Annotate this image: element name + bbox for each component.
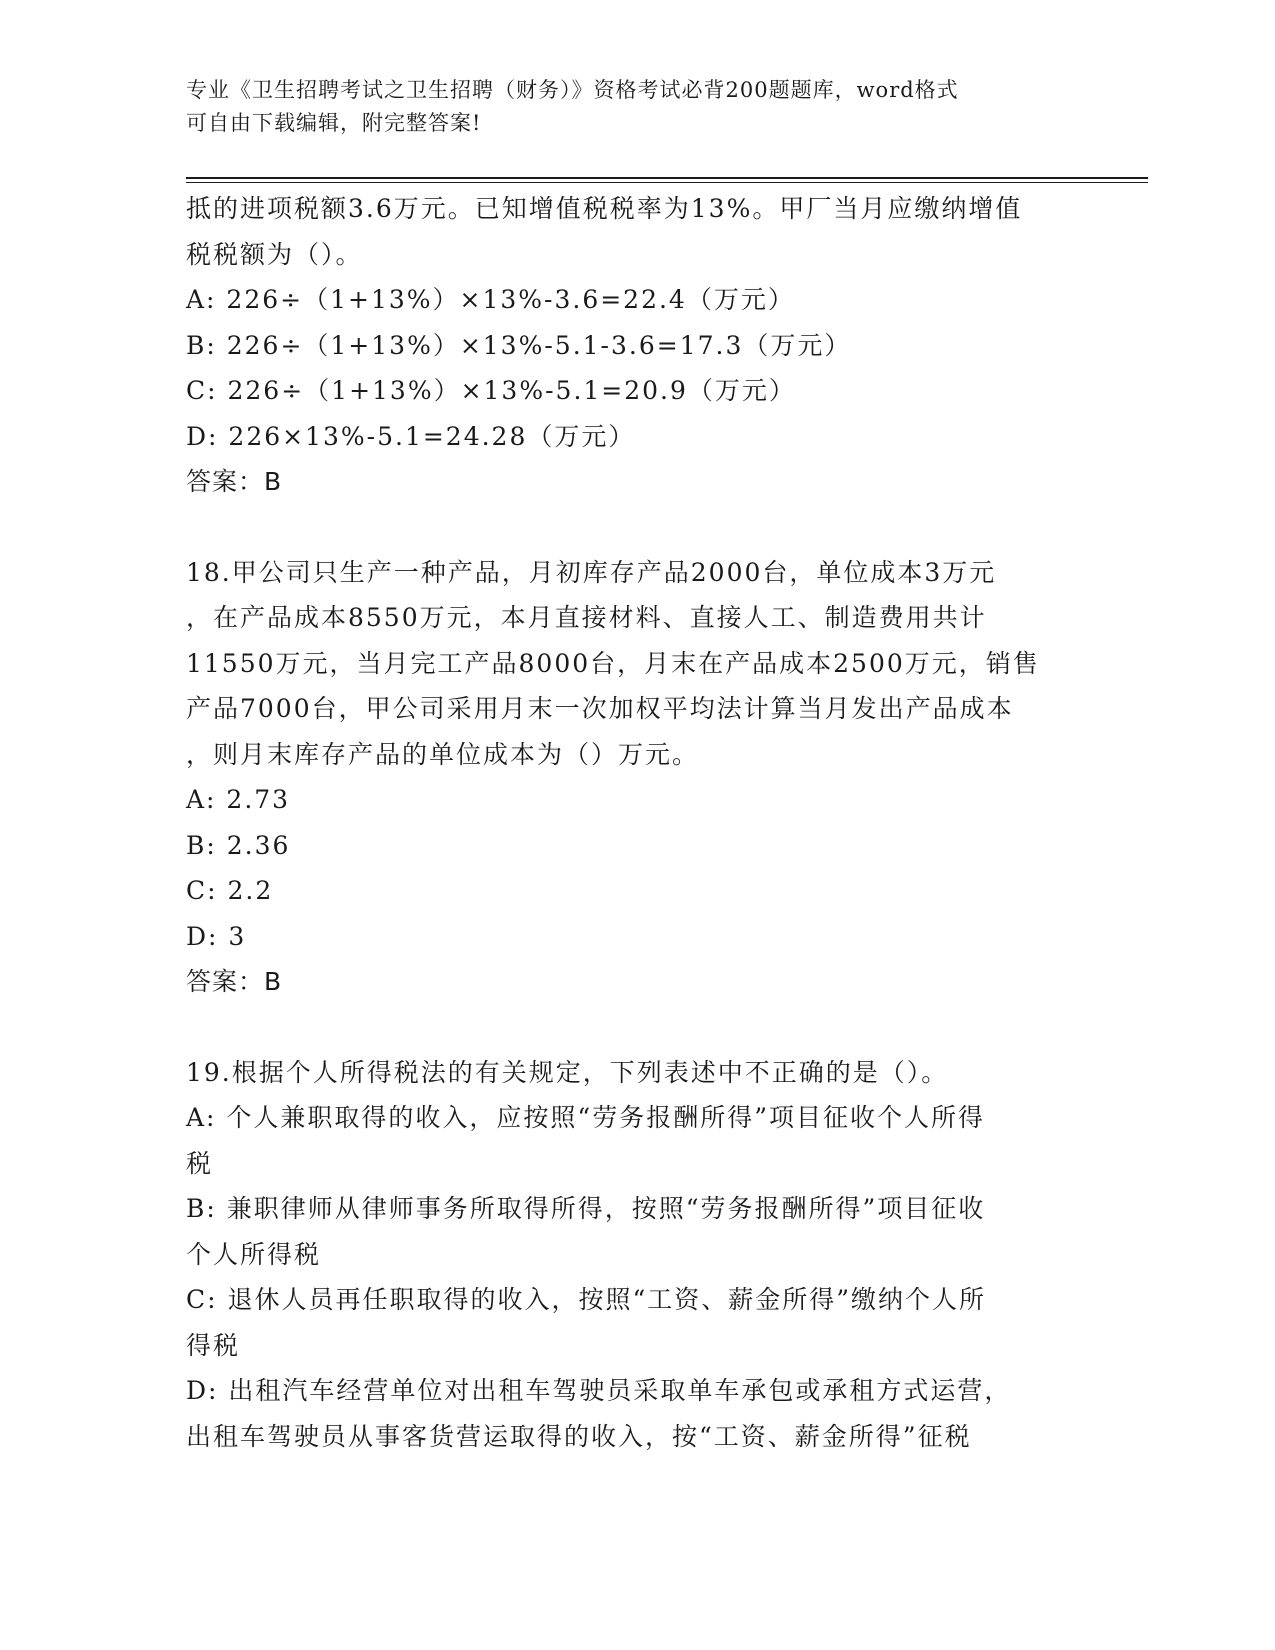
option-c-continued: 得税: [186, 1330, 241, 1360]
header-line-1: 专业《卫生招聘考试之卫生招聘（财务）》资格考试必背200题题库，word格式: [186, 78, 959, 102]
option-d-continued: 出租车驾驶员从事客货营运取得的收入，按“工资、薪金所得”征税: [186, 1421, 972, 1451]
answer: 答案：B: [186, 467, 283, 496]
spacer: [186, 505, 1086, 550]
option-a: A: 226÷（1+13%）×13%-3.6=22.4（万元）: [186, 285, 795, 314]
document-header: [186, 74, 1086, 140]
question-stem-line: 产品7000台，甲公司采用月末一次加权平均法计算当月发出产品成本: [186, 694, 1014, 723]
question-stem-line: 18.甲公司只生产一种产品，月初库存产品2000台，单位成本3万元: [186, 557, 997, 587]
question-18: [186, 550, 1086, 1005]
header-divider-thick: [186, 177, 1148, 179]
option-c: C: 退休人员再任职取得的收入，按照“工资、薪金所得”缴纳个人所: [186, 1285, 987, 1314]
question-stem-line: 抵的进项税额3.6万元。已知增值税税率为13%。甲厂当月应缴纳增值: [186, 194, 1023, 223]
option-b: B: 兼职律师从律师事务所取得所得，按照“劳务报酬所得”项目征收: [186, 1194, 986, 1223]
question-stem-line: 19.根据个人所得税法的有关规定，下列表述中不正确的是（）。: [186, 1057, 949, 1087]
header-divider-thin: [186, 182, 1148, 183]
question-19: [186, 1050, 1086, 1460]
option-d: D: 3: [186, 921, 247, 951]
option-d: D: 出租汽车经营单位对出租车驾驶员采取单车承包或承租方式运营，: [186, 1376, 1012, 1405]
option-a: A: 个人兼职取得的收入，应按照“劳务报酬所得”项目征收个人所得: [186, 1103, 985, 1132]
question-stem-line: ，则月末库存产品的单位成本为（）万元。: [186, 739, 700, 769]
option-a: A: 2.73: [186, 785, 291, 814]
option-b: B: 226÷（1+13%）×13%-5.1-3.6=17.3（万元）: [186, 330, 852, 360]
option-c: C: 226÷（1+13%）×13%-5.1=20.9（万元）: [186, 376, 796, 405]
document-body: [186, 186, 1086, 1459]
question-stem-line: 税税额为（）。: [186, 239, 363, 269]
option-c: C: 2.2: [186, 876, 274, 905]
spacer: [186, 1005, 1086, 1050]
question-stem-line: 11550万元，当月完工产品8000台，月末在产品成本2500万元，销售: [186, 648, 1040, 678]
option-b: B: 2.36: [186, 830, 291, 860]
question-stem-line: ，在产品成本8550万元，本月直接材料、直接人工、制造费用共计: [186, 603, 987, 632]
question-17: [186, 186, 1086, 505]
option-b-continued: 个人所得税: [186, 1239, 322, 1269]
option-a-continued: 税: [186, 1148, 214, 1178]
answer: 答案：B: [186, 967, 283, 996]
option-d: D: 226×13%-5.1=24.28（万元）: [186, 421, 636, 451]
header-line-2: 可自由下载编辑，附完整答案!: [186, 111, 482, 135]
